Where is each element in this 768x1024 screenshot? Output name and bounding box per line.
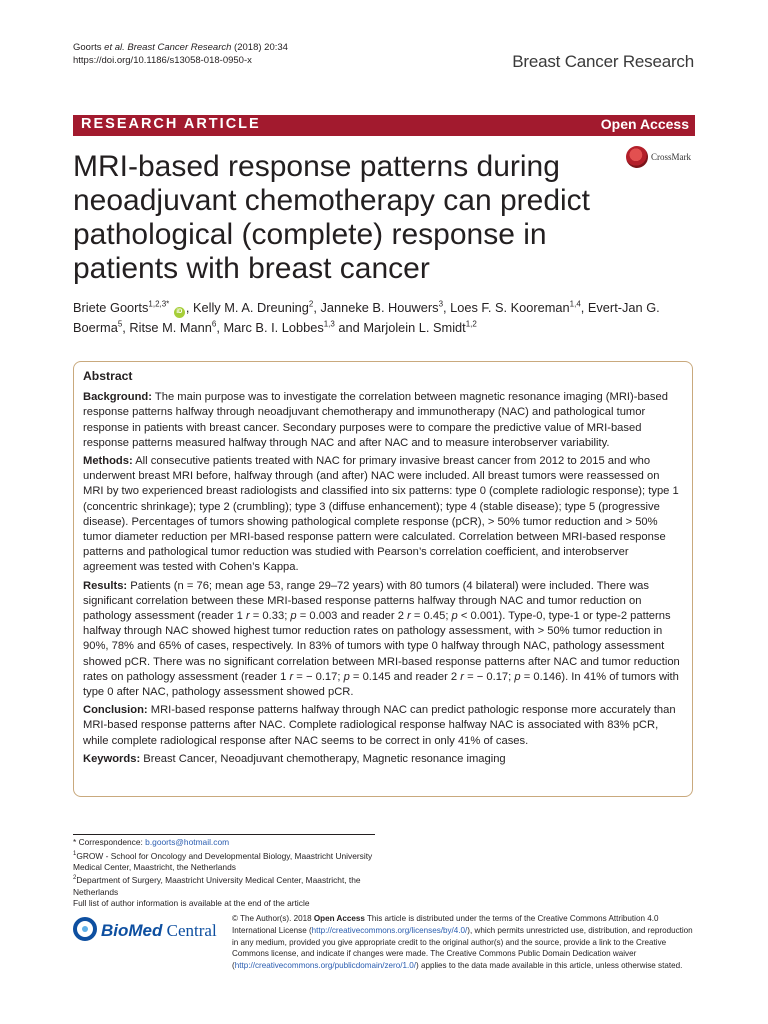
license-text: This article is distributed under the terms of the Creative Commons Attribution 4.0 International License ( (232, 914, 659, 935)
author-name[interactable]: , Kelly M. A. Dreuning (185, 300, 309, 315)
section-text: < 0.001). Type-0, type-1 or type-2 patterns halfway through NAC showed highest tumor reduction rates on pathology assessment, with > 50% tumor reduction in 90%, 78% and 65% of cases, respectively. In 83% of tumors with type 0 halfway through NAC, pathology assessment showed pCR. There was no significant correlation between MRI-based response patterns after NAC and tumor reduction rates on pathology assessment (reader 1 (83, 610, 680, 683)
publisher-name-bio: BioMed (101, 921, 163, 940)
author-name[interactable]: , Loes F. S. Kooreman (443, 300, 570, 315)
author-affiliation-sup: 1,2 (465, 319, 477, 329)
biomed-central-icon (73, 917, 97, 941)
section-text: = − 0.17; (293, 670, 344, 683)
article-type-label: RESEARCH ARTICLE (81, 116, 261, 132)
section-label: Conclusion: (83, 704, 148, 717)
affiliation-1 (73, 849, 383, 874)
section-label: Methods: (83, 455, 133, 468)
affiliation-text: Department of Surgery, Maastricht University Medical Center, Maastricht, the Netherlands (73, 875, 361, 897)
license-text: © The Author(s). 2018 (232, 914, 314, 923)
affiliation-2 (73, 873, 383, 898)
author-list (73, 298, 693, 338)
publisher-name-central: Central (162, 921, 217, 940)
correspondence-email-link[interactable]: b.goorts@hotmail.com (145, 837, 230, 847)
abstract-conclusion (83, 703, 683, 749)
correspondence-label: * Correspondence: (73, 837, 146, 847)
section-label: Keywords: (83, 752, 141, 765)
author-name[interactable]: , Marc B. I. Lobbes (216, 320, 324, 335)
author-name[interactable]: , Ritse M. Mann (122, 320, 212, 335)
citation-year: (2018) 20:34 (231, 42, 288, 53)
section-text: Breast Cancer, Neoadjuvant chemotherapy, Magnetic resonance imaging (140, 752, 506, 765)
affiliation-sup: 1 (73, 850, 77, 857)
public-domain-link[interactable]: http://creativecommons.org/publicdomain/zero/1.0/ (234, 961, 417, 971)
abstract-background (83, 390, 683, 451)
correspondence (73, 837, 383, 849)
abstract-results (83, 579, 683, 701)
author-name[interactable]: and Marjolein L. Smidt (334, 320, 466, 335)
author-affiliation-sup: 1,4 (569, 299, 581, 309)
author-info-note: Full list of author information is available at the end of the article (73, 898, 310, 909)
section-text: MRI-based response patterns halfway through NAC can predict pathologic response more accurately than MRI-based response patterns after NAC. Complete radiological response halfway NAC is associated with 83% pCR, while complete radiological response after NAC seems to be correct in only 41% of cases. (83, 704, 676, 747)
license-link[interactable]: http://creativecommons.org/licenses/by/4.0/ (311, 925, 468, 935)
license-text: ), which permits unrestricted use, distribution, and reproduction in any medium, provided you give appropriate credit to the original author(s) and the source, provide a link to the Creative Commons license, and indicate if changes were made. The Creative Commons Public Domain Dedication waiver ( (232, 925, 693, 971)
doi-link[interactable]: https://doi.org/10.1186/s13058-018-0950-x (73, 55, 252, 66)
article-title: MRI-based response patterns during neoadjuvant chemotherapy can predict pathological (complete) response in patients with breast cancer (73, 150, 591, 285)
section-text: = 0.145 and reader 2 (349, 670, 461, 683)
stat-symbol: r (245, 610, 250, 623)
author-name[interactable]: Briete Goorts (73, 300, 149, 315)
author-affiliation-sup: 1,3 (323, 319, 335, 329)
crossmark-label: CrossMark (651, 152, 691, 162)
stat-symbol: p (451, 610, 458, 623)
author-name[interactable]: , Janneke B. Houwers (313, 300, 439, 315)
license-statement (232, 913, 697, 972)
footnote-divider (73, 834, 375, 835)
abstract-box (73, 361, 693, 797)
section-text: Patients (n = 76; mean age 53, range 29–72 years) with 80 tumors (4 bilateral) were included. There was significant correlation between these MRI-based response patterns halfway through NAC and tumor reduction on pathology assessment (reader 1 (83, 579, 649, 623)
section-text: = 0.45; (410, 610, 452, 623)
orcid-icon[interactable]: iD (174, 307, 185, 318)
stat-symbol: p (290, 610, 297, 623)
stat-symbol: p (343, 670, 350, 683)
abstract-content (83, 369, 683, 770)
stat-symbol: r (407, 610, 411, 623)
section-text: = 0.146). In 41% of tumors with type 0 after NAC, pathology assessment showed pCR. (83, 670, 679, 699)
author-affiliation-sup: 3 (438, 299, 444, 309)
section-text: = 0.33; (249, 610, 291, 623)
author-affiliation-sup: 5 (117, 319, 123, 329)
abstract-keywords (83, 752, 683, 767)
crossmark-icon (626, 146, 648, 168)
stat-symbol: r (289, 670, 294, 683)
abstract-heading: Abstract (83, 369, 133, 383)
citation-journal: et al. Breast Cancer Research (104, 42, 232, 53)
crossmark-badge[interactable] (626, 146, 691, 168)
section-text: = − 0.17; (463, 670, 515, 683)
footnotes (73, 837, 383, 910)
citation-header (73, 41, 288, 67)
author-name[interactable]: , Evert-Jan G. Boerma (73, 300, 660, 335)
open-access-label: Open Access (600, 116, 689, 132)
license-open-access: Open Access (313, 914, 365, 923)
stat-symbol: p (514, 670, 521, 683)
publisher-name (101, 921, 217, 941)
author-affiliation-sup: 6 (211, 319, 217, 329)
author-affiliation-sup: 1,2,3* (148, 299, 170, 309)
affiliation-sup: 2 (73, 875, 77, 882)
citation-authors: Goorts (73, 42, 105, 53)
section-label: Background: (83, 391, 152, 404)
section-text: = 0.003 and reader 2 (296, 610, 408, 623)
abstract-methods (83, 454, 683, 576)
affiliation-text: GROW - School for Oncology and Developmental Biology, Maastricht University Medical Center, Maastricht, the Netherlands (73, 850, 373, 872)
section-label: Results: (83, 579, 128, 592)
citation-line (73, 41, 288, 54)
section-text: The main purpose was to investigate the correlation between magnetic resonance imaging (MRI)-based response patterns halfway through neoadjuvant chemotherapy and immunotherapy (NAC) and pathological tumor response in patients with breast cancer. Secondary purposes were to compare the predictive value of MRI-based response patterns measured halfway through NAC and after NAC and to measure interobserver variability. (83, 391, 668, 449)
stat-symbol: r (460, 670, 464, 683)
author-affiliation-sup: 2 (308, 299, 314, 309)
journal-name: Breast Cancer Research (512, 52, 694, 71)
section-text: All consecutive patients treated with NAC for primary invasive breast cancer from 2012 to 2015 and who underwent breast MRI before, halfway through (and after) NAC were included. All breast tumors were reassessed on MRI by two experienced breast radiologists and classified into six patterns: type 0 (complete radiologic response); type 1 (concentric shrinkage); type 2 (crumbling); type 3 (diffuse enhancement); type 4 (stable disease); type 5 (progressive disease). Percentages of tumors showing pathological complete response (pCR), > 50% tumor reduction and > 50% tumor diameter reduction per MRI-based response pattern were calculated. Correlation between MRI-based response patterns and pathological tumor reduction was studied with Pearson’s correlation coefficient, and interobserver agreement was tested with Cohen’s Kappa. (83, 455, 679, 574)
license-text: ) applies to the data made available in this article, unless otherwise stated. (416, 961, 683, 971)
article-type-banner (73, 115, 695, 136)
